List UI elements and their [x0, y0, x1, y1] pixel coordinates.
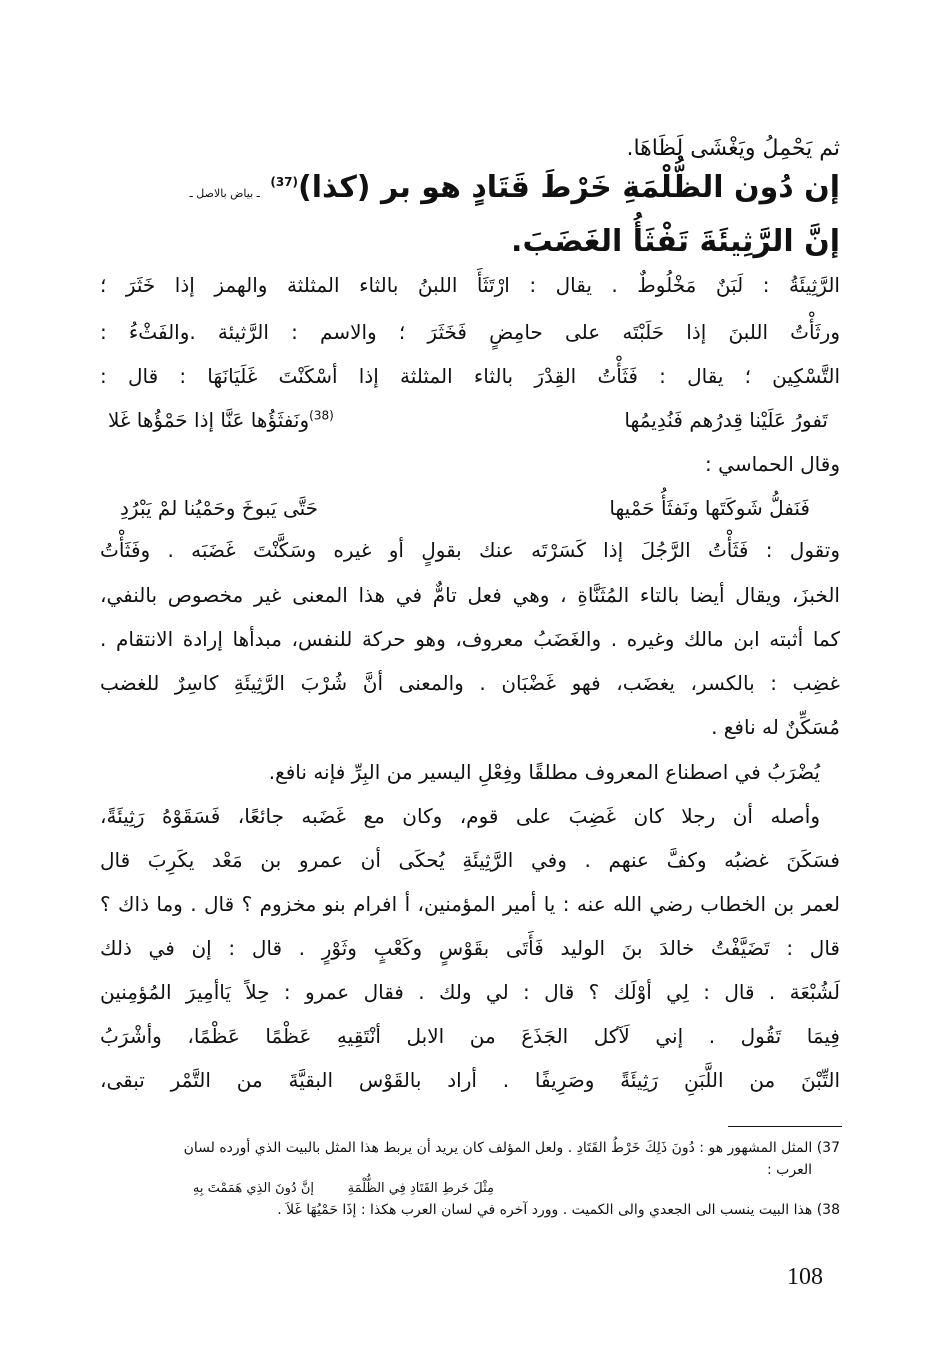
body-line: قال : تَضَيَّفْتُ خالدَ بنَ الوليد فَأَتَى بقَوْسٍ وكَعْبٍ وثَوْرٍ . قال : إن في ذلك: [100, 936, 840, 960]
body-line: مُسَكِّنٌ له نافع .: [711, 715, 840, 739]
page-number: 108: [787, 1264, 823, 1290]
heading-text: إن دُون الظُّلْمَةِ خَرْطَ قَتَادٍ هو بر (كذا): [298, 170, 840, 205]
body-line: ورثَأْتُ اللبنَ إذا حَلَبْتَه على حامِضٍ فَخَثَرَ ؛ والاسم : الرَّثيئة .والفَثْءُ :: [100, 320, 840, 344]
footnote-text: هذا البيت ينسب الى الجعدي والى الكميت . وورد آخره في لسان العرب هكذا : إذَا حَمْيُهَا غَلاَ .: [277, 1202, 813, 1218]
footnote-number: 37): [816, 1140, 840, 1156]
body-line: وأصله أن رجلا كان غَضِبَ على قوم، وكان مع غَضَبه جائعًا، فَسَقَوْهُ رَثِيئَةً،: [100, 804, 820, 828]
poetry-verse: [100, 488, 840, 528]
poetry-verse: [100, 400, 840, 440]
body-line: فسَكَنَ غضبُه وكفَّ عنهم . وفي الرَّثِيئَةِ يُحكَى أن عمرو بن مَعْد يكَرِبَ قال: [100, 848, 840, 872]
footnote-verse-right: إنَّ دُونَ الذِي هَمَمْتَ بِهِ: [192, 1181, 314, 1196]
body-line: الخبزَ، ويقال أيضا بالتاء المُثَنَّاةِ ، وهي فعل تامٌّ في هذا المعنى غير مخصوص بالنفي،: [100, 583, 840, 607]
body-line: كما أثبته ابن مالك وغيره . والغَضَبُ معروف، وهو حركة للنفس، مبدأها إرادة الانتقام .: [100, 627, 840, 651]
footnote-text: المثل المشهور هو : دُونَ ذَلِكَ خَرْطُ القَتَادِ . ولعل المؤلف كان يريد أن يربط هذا المثل بالبيت الذي أورده لسان: [183, 1140, 813, 1156]
footnote-verse-left: مِثْلَ خَرطِ القَتَادِ فِي الظُّلْمَةِ: [347, 1181, 494, 1196]
body-line: التَّسْكِين ؛ يقال : فَثَأْتُ القِدْرَ بالثاء المثلثة إذا أسْكَنْتَ غَلَيَانَهَا : قال :: [100, 364, 840, 388]
footnote-38: [100, 1199, 840, 1221]
heading-line-with-note: [100, 168, 840, 214]
verse-intro: وقال الحماسي :: [705, 452, 840, 476]
body-line: غضِب : بالكسر، يغضَب، فهو غَضْبَان . والمعنى أنَّ شُرْبَ الرَّثِيئَةِ كاسِرٌ للغضب: [100, 671, 840, 695]
body-line: وتقول : فَثَأْتُ الرَّجُلَ إذا كَسَرْتَه عنك بقولٍ أو غيره وسَكَّنْتَ غَضَبَه . وفَثَأْتُ: [100, 538, 840, 562]
proverb-heading: إنَّ الرَّثِيئَةَ تَفْثَأُ الغَضَبَ.: [511, 224, 840, 259]
footnote-37-continuation: العرب :: [767, 1162, 812, 1178]
body-line: لَشُبْعَة . قال : لِي أوْلَك ؟ قال : لي ولك . فقال عمرو : حِلاً يَاأمِيرَ المُؤمِنين: [100, 980, 840, 1004]
body-line: التِّبْنَ من اللَّبَنِ رَثِيئَةً وصَرِيفًا . أراد بالقَوْس البقيَّةَ من التَّمْر تبقى،: [100, 1068, 840, 1092]
footnote-number: 38): [816, 1202, 840, 1218]
footnote-ref-38: (38): [309, 408, 334, 423]
body-line: لعمر بن الخطاب رضي الله عنه : يا أمير المؤمنين، أ افرام بنو مخزوم ؟ قال . وما ذاك ؟: [100, 892, 840, 916]
footnote-ref-37: (37): [270, 175, 299, 189]
verse-hemistich-left: $^{(38)}$ونَفثَؤُها عَنَّا إذا حَمْؤُها غَلا: [108, 408, 334, 432]
verse-hemistich-right: فَنَفلُّ شَوكَتَها ونَفثَأُ حَمْيها: [609, 496, 810, 520]
footnote-separator: [728, 1126, 842, 1127]
verse-hemistich-right: تَفورُ عَلَيْنا قِدرُهم فَنُدِيمُها: [624, 408, 828, 432]
heading-line: ثم يَحْمِلُ ويَغْشَى لَظَاهَا.: [626, 136, 840, 161]
body-line: الرَّثِيئَةُ : لَبَنٌ مَخْلُوطٌ . يقال : ارْتَثَأَ اللبنُ بالثاء المثلثة والهمز إذا خَثَرَ ؛: [100, 273, 840, 297]
verse-hemistich-left: حَتَّى يَبوخَ وحَمْيُنا لمْ يَبْرُدِ: [120, 496, 319, 520]
blank-in-original-note: ـ بياض بالاصل ـ: [189, 187, 260, 200]
body-line: فِيمَا تَقُول . إني لَآكل الجَذَعَ من الابل أنْتَقِيهِ عَظْمًا عَظْمًا، وأشْرَبُ: [100, 1024, 840, 1048]
body-line: يُضْرَبُ في اصطناع المعروف مطلقًا وفِعْلِ اليسير من البِرِّ فإنه نافع.: [268, 760, 820, 784]
footnote-37: [100, 1137, 840, 1159]
